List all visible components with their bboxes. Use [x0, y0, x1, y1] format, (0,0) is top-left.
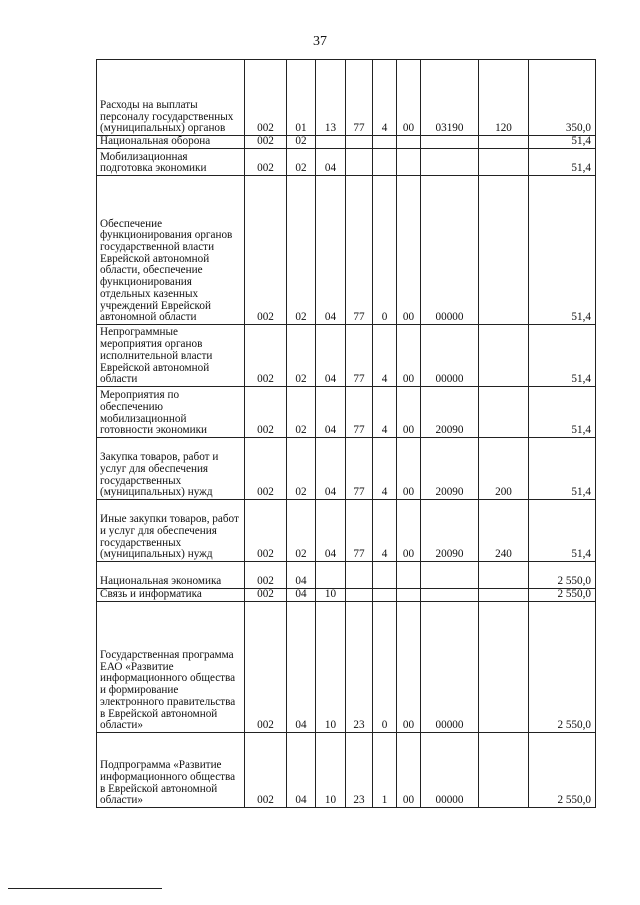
amount-cell: 2 550,0: [529, 562, 596, 589]
row-name-cell: Национальная экономика: [97, 562, 245, 589]
row-name-cell: Обеспечение функционирования органов государственной власти Еврейской автономной области, обеспечение функционирования отдельных казенных учреждений Еврейской автономной области: [97, 176, 245, 325]
main-activity-code-cell: [397, 562, 421, 589]
footnote-rule: [8, 888, 162, 889]
row-name-cell: Мобилизационная подготовка экономики: [97, 149, 245, 176]
program-code-cell: 77: [346, 500, 373, 562]
program-code-cell: 23: [346, 733, 373, 808]
table-row: [97, 60, 596, 136]
direction-code-cell: [421, 136, 479, 149]
section-code-cell: 02: [287, 438, 316, 500]
direction-code-cell: 00000: [421, 602, 479, 733]
section-code-cell: 02: [287, 387, 316, 438]
expense-type-code-cell: 120: [479, 60, 529, 136]
expense-type-code-cell: [479, 589, 529, 602]
amount-cell: 51,4: [529, 387, 596, 438]
subprogram-code-cell: [373, 589, 397, 602]
main-activity-code-cell: 00: [397, 325, 421, 387]
table-row: [97, 562, 596, 589]
direction-code-cell: 20090: [421, 500, 479, 562]
main-activity-code-cell: 00: [397, 176, 421, 325]
subsection-code-cell: 13: [316, 60, 346, 136]
section-code-cell: 04: [287, 589, 316, 602]
main-activity-code-cell: 00: [397, 60, 421, 136]
row-name-cell: Расходы на выплаты персоналу государственных (муниципальных) органов: [97, 60, 245, 136]
admin-code-cell: 002: [245, 562, 287, 589]
row-name-cell: Мероприятия по обеспечению мобилизационной готовности экономики: [97, 387, 245, 438]
expense-type-code-cell: [479, 325, 529, 387]
subsection-code-cell: [316, 562, 346, 589]
table-row: [97, 589, 596, 602]
table-row: [97, 176, 596, 325]
section-code-cell: 04: [287, 562, 316, 589]
admin-code-cell: 002: [245, 589, 287, 602]
admin-code-cell: 002: [245, 176, 287, 325]
amount-cell: 51,4: [529, 176, 596, 325]
program-code-cell: 77: [346, 176, 373, 325]
subprogram-code-cell: 1: [373, 733, 397, 808]
subprogram-code-cell: 4: [373, 60, 397, 136]
admin-code-cell: 002: [245, 325, 287, 387]
subsection-code-cell: 04: [316, 325, 346, 387]
main-activity-code-cell: [397, 136, 421, 149]
direction-code-cell: 00000: [421, 733, 479, 808]
table-row: [97, 733, 596, 808]
admin-code-cell: 002: [245, 136, 287, 149]
expense-type-code-cell: [479, 602, 529, 733]
budget-table-body: [97, 60, 596, 808]
main-activity-code-cell: [397, 149, 421, 176]
amount-cell: 2 550,0: [529, 589, 596, 602]
program-code-cell: 23: [346, 602, 373, 733]
subsection-code-cell: 10: [316, 589, 346, 602]
row-name-cell: Непрограммные мероприятия органов исполнительной власти Еврейской автономной области: [97, 325, 245, 387]
program-code-cell: 77: [346, 325, 373, 387]
table-row: [97, 325, 596, 387]
main-activity-code-cell: 00: [397, 387, 421, 438]
direction-code-cell: 20090: [421, 387, 479, 438]
direction-code-cell: [421, 562, 479, 589]
program-code-cell: [346, 589, 373, 602]
row-name-cell: Иные закупки товаров, работ и услуг для обеспечения государственных (муниципальных) нужд: [97, 500, 245, 562]
subprogram-code-cell: 4: [373, 325, 397, 387]
subprogram-code-cell: [373, 149, 397, 176]
program-code-cell: [346, 562, 373, 589]
expense-type-code-cell: [479, 733, 529, 808]
subprogram-code-cell: [373, 562, 397, 589]
subsection-code-cell: 04: [316, 176, 346, 325]
row-name-cell: Подпрограмма «Развитие информационного общества в Еврейской автономной области»: [97, 733, 245, 808]
table-row: [97, 500, 596, 562]
subsection-code-cell: 10: [316, 602, 346, 733]
main-activity-code-cell: [397, 589, 421, 602]
section-code-cell: 01: [287, 60, 316, 136]
subprogram-code-cell: 4: [373, 500, 397, 562]
program-code-cell: [346, 136, 373, 149]
program-code-cell: 77: [346, 387, 373, 438]
subsection-code-cell: 04: [316, 387, 346, 438]
section-code-cell: 02: [287, 136, 316, 149]
subsection-code-cell: 04: [316, 438, 346, 500]
amount-cell: 2 550,0: [529, 733, 596, 808]
amount-cell: 51,4: [529, 136, 596, 149]
table-row: [97, 438, 596, 500]
admin-code-cell: 002: [245, 60, 287, 136]
admin-code-cell: 002: [245, 733, 287, 808]
section-code-cell: 02: [287, 325, 316, 387]
expense-type-code-cell: 200: [479, 438, 529, 500]
table-row: [97, 149, 596, 176]
expense-type-code-cell: [479, 176, 529, 325]
amount-cell: 2 550,0: [529, 602, 596, 733]
subprogram-code-cell: 0: [373, 176, 397, 325]
amount-cell: 51,4: [529, 500, 596, 562]
direction-code-cell: [421, 149, 479, 176]
subsection-code-cell: [316, 136, 346, 149]
expense-type-code-cell: [479, 387, 529, 438]
program-code-cell: 77: [346, 438, 373, 500]
direction-code-cell: [421, 589, 479, 602]
admin-code-cell: 002: [245, 602, 287, 733]
expense-type-code-cell: 240: [479, 500, 529, 562]
section-code-cell: 02: [287, 176, 316, 325]
expense-type-code-cell: [479, 136, 529, 149]
budget-table: [96, 59, 596, 808]
program-code-cell: 77: [346, 60, 373, 136]
subsection-code-cell: 04: [316, 149, 346, 176]
admin-code-cell: 002: [245, 500, 287, 562]
subprogram-code-cell: 0: [373, 602, 397, 733]
direction-code-cell: 00000: [421, 176, 479, 325]
subprogram-code-cell: 4: [373, 387, 397, 438]
admin-code-cell: 002: [245, 438, 287, 500]
section-code-cell: 04: [287, 602, 316, 733]
row-name-cell: Национальная оборона: [97, 136, 245, 149]
subprogram-code-cell: [373, 136, 397, 149]
section-code-cell: 02: [287, 149, 316, 176]
main-activity-code-cell: 00: [397, 733, 421, 808]
table-row: [97, 136, 596, 149]
subsection-code-cell: 04: [316, 500, 346, 562]
main-activity-code-cell: 00: [397, 602, 421, 733]
amount-cell: 51,4: [529, 149, 596, 176]
page-number: 37: [313, 34, 327, 49]
row-name-cell: Государственная программа ЕАО «Развитие информационного общества и формирование электронного правительства в Еврейской автономной области»: [97, 602, 245, 733]
subsection-code-cell: 10: [316, 733, 346, 808]
direction-code-cell: 00000: [421, 325, 479, 387]
program-code-cell: [346, 149, 373, 176]
admin-code-cell: 002: [245, 387, 287, 438]
section-code-cell: 04: [287, 733, 316, 808]
row-name-cell: Связь и информатика: [97, 589, 245, 602]
row-name-cell: Закупка товаров, работ и услуг для обеспечения государственных (муниципальных) нужд: [97, 438, 245, 500]
expense-type-code-cell: [479, 562, 529, 589]
admin-code-cell: 002: [245, 149, 287, 176]
main-activity-code-cell: 00: [397, 500, 421, 562]
direction-code-cell: 20090: [421, 438, 479, 500]
amount-cell: 51,4: [529, 325, 596, 387]
expense-type-code-cell: [479, 149, 529, 176]
table-row: [97, 387, 596, 438]
subprogram-code-cell: 4: [373, 438, 397, 500]
section-code-cell: 02: [287, 500, 316, 562]
direction-code-cell: 03190: [421, 60, 479, 136]
amount-cell: 51,4: [529, 438, 596, 500]
table-row: [97, 602, 596, 733]
main-activity-code-cell: 00: [397, 438, 421, 500]
amount-cell: 350,0: [529, 60, 596, 136]
